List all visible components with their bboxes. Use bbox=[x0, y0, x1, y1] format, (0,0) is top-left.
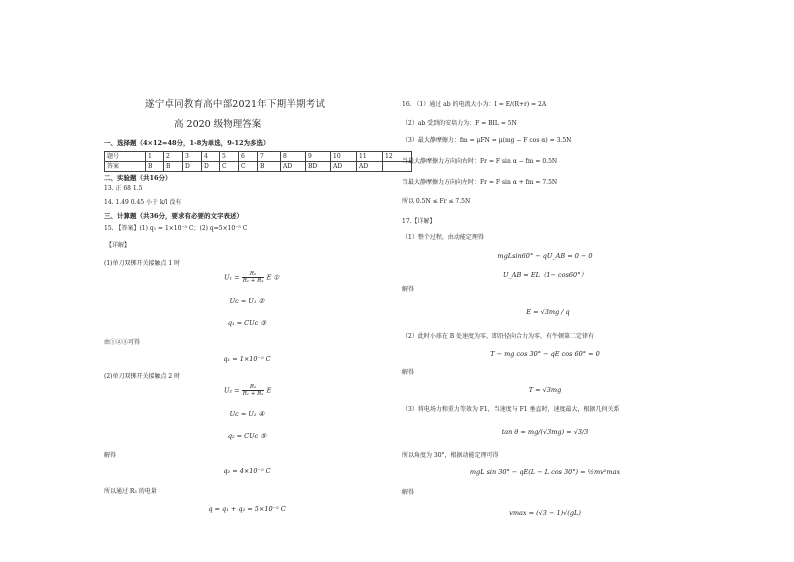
para-total-charge: 所以通过 R₃ 的电量 bbox=[104, 488, 157, 495]
equation-17c: E = √3mg / q bbox=[526, 308, 570, 316]
table-cell: AD bbox=[331, 162, 357, 172]
table-cell: 6 bbox=[239, 152, 258, 162]
equation-17h: vmax = (√3 − 1)√(gL) bbox=[509, 509, 581, 517]
equation-7: q₂ = CUc ⑤ bbox=[227, 432, 267, 440]
table-cell: AD bbox=[281, 162, 306, 172]
answer-17-part2: （2）此时小球在 B 处速度为零，即沿径向合力为零，有牛顿第二定律有 bbox=[402, 333, 595, 340]
equation-17d: T − mg cos 30° − qE cos 60° = 0 bbox=[490, 350, 600, 358]
table-row bbox=[105, 162, 412, 172]
answer-16-part3: （3）最大静摩擦力：fm = μFN = μ(mg − F cos α) = 3.5N bbox=[402, 137, 572, 144]
answer-title: 高 2020 级物理答案 bbox=[174, 119, 262, 130]
para-combine: 由①②③可得 bbox=[104, 339, 141, 346]
answer-15: 15. 【答案】(1) q₁ = 1×10⁻⁵ C；(2) q=5×10⁻⁵ C bbox=[104, 225, 248, 232]
table-cell: 10 bbox=[331, 152, 357, 162]
solve-label-2: 解得 bbox=[402, 369, 415, 376]
equation-17g: mgL sin 30° − qE(L − L cos 30°) = ½mv²max bbox=[469, 468, 621, 476]
equation-17e: T = √3mg bbox=[528, 386, 562, 394]
detail-label: 【详解】 bbox=[106, 242, 131, 249]
section-2-heading: 二、实验题（共16分） bbox=[104, 174, 172, 182]
answer-17-label: 17.【详解】 bbox=[402, 218, 436, 225]
equation-3: q₁ = CUc ③ bbox=[227, 319, 267, 327]
table-cell: AD bbox=[357, 162, 383, 172]
equation-9: q = q₁ + q₂ = 5×10⁻⁵ C bbox=[208, 505, 286, 513]
answer-16-part2: （2）ab 受到的安培力为：F = BIL = 5N bbox=[402, 120, 517, 127]
equation-17a: mgLsin60° − qU_AB = 0 − 0 bbox=[497, 252, 593, 260]
equation-17b: U_AB = EL（1− cos60°） bbox=[503, 271, 587, 279]
answer-17-part3: （3）将电场力和重力等效为 F1，当速度与 F1 垂直时，速度最大，根据几何关系 bbox=[402, 406, 620, 413]
table-cell: 7 bbox=[258, 152, 281, 162]
table-cell: D bbox=[202, 162, 220, 172]
answer-13: 13. 正 68 1.5 bbox=[104, 185, 143, 192]
fraction-numerator: R₁ bbox=[242, 384, 265, 391]
table-cell: 3 bbox=[183, 152, 202, 162]
exam-title: 遂宁卓同教育高中部2021年下期半期考试 bbox=[145, 99, 326, 110]
table-cell: B bbox=[164, 162, 183, 172]
equation-6: Uc = U₂ ④ bbox=[229, 410, 265, 418]
fraction bbox=[242, 271, 265, 284]
table-cell: B bbox=[146, 162, 164, 172]
table-cell: BD bbox=[306, 162, 331, 172]
table-cell: C bbox=[220, 162, 239, 172]
table-cell: 9 bbox=[306, 152, 331, 162]
eq5-lhs: U₂ = bbox=[224, 386, 240, 395]
table-cell: 11 bbox=[357, 152, 383, 162]
section-1-heading: 一、选择题（4×12=48分，1-8为单选，9-12为多选） bbox=[104, 139, 270, 147]
equation-4: q₁ = 1×10⁻⁵ C bbox=[223, 355, 271, 363]
answer-17-part1: （1）整个过程，由动能定理得 bbox=[402, 234, 484, 241]
table-row bbox=[105, 152, 412, 162]
table-cell: 4 bbox=[202, 152, 220, 162]
table-cell: 答案 bbox=[105, 162, 146, 172]
eq1-rhs: E ① bbox=[266, 273, 280, 282]
fraction bbox=[242, 384, 265, 397]
table-cell: D bbox=[183, 162, 202, 172]
table-cell: 2 bbox=[164, 152, 183, 162]
section-3-heading: 三、计算题（共36分，要求有必要的文字表述） bbox=[104, 212, 244, 220]
answer-16-case-left: 当最大静摩擦力方向向左时：Fr = F sin α + fm = 7.5N bbox=[402, 179, 558, 186]
para-case-1: (1)单刀双掷开关接触点 1 时 bbox=[104, 260, 181, 267]
table-cell: 题号 bbox=[105, 152, 146, 162]
table-cell: 5 bbox=[220, 152, 239, 162]
para-solve: 解得 bbox=[104, 452, 117, 459]
answer-14: 14. 1.49 0.45 小于 k/l 没有 bbox=[104, 199, 182, 206]
fraction-numerator: R₂ bbox=[242, 271, 265, 278]
eq1-lhs: U₁ = bbox=[224, 273, 240, 282]
table-cell: C bbox=[239, 162, 258, 172]
table-cell: 1 bbox=[146, 152, 164, 162]
table-cell: 12 bbox=[383, 152, 412, 162]
fraction-denominator: R₁ + R₂ bbox=[242, 278, 264, 284]
answer-16-range: 所以 0.5N ≤ Fr ≤ 7.5N bbox=[402, 198, 471, 205]
equation-5 bbox=[224, 384, 271, 397]
fraction-denominator: R₁ + R₂ bbox=[242, 391, 264, 397]
eq5-rhs: E bbox=[266, 386, 272, 395]
table-cell: B bbox=[258, 162, 281, 172]
answer-16-part1: 16. （1）通过 ab 的电流大小为：I = E/(R+r) = 2A bbox=[402, 101, 547, 108]
equation-2: Uc = U₁ ② bbox=[229, 297, 265, 305]
equation-17f: tan θ = mg/(√3mg) = √3/3 bbox=[501, 428, 589, 436]
answer-17-angle: 所以角度为 30°，根据动能定理可得 bbox=[402, 452, 499, 459]
solve-label-3: 解得 bbox=[402, 489, 415, 496]
answer-16-case-right: 当最大静摩擦力方向向右时：Fr = F sin α − fm = 0.5N bbox=[402, 158, 558, 165]
table-cell: 8 bbox=[281, 152, 306, 162]
solve-label-1: 解得 bbox=[402, 286, 415, 293]
equation-1 bbox=[224, 271, 279, 284]
answer-table bbox=[104, 151, 412, 172]
para-case-2: (2)单刀双掷开关接触点 2 时 bbox=[104, 373, 181, 380]
equation-8: q₂ = 4×10⁻⁵ C bbox=[223, 467, 271, 475]
